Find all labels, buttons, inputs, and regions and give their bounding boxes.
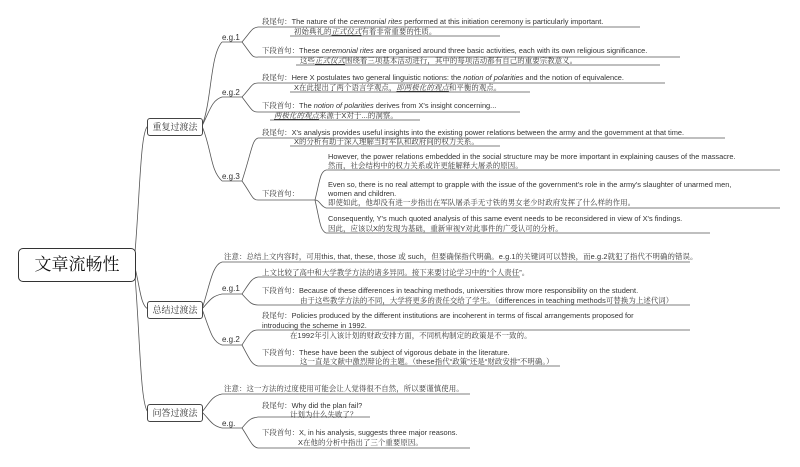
repeat-eg3-option3-translation: 因此，应该以X的发现为基础，重新审视Y对此事件的广受认可的分析。 <box>328 224 563 233</box>
repeat-eg1-end-translation: 初始典礼的正式仪式有着非常重要的性质。 <box>294 27 437 36</box>
summary-eg2-label: e.g.2 <box>222 335 240 344</box>
qa-end-sentence: 段尾句：Why did the plan fail? <box>262 401 363 410</box>
summary-eg1-next-translation: 由于这些教学方法的不同，大学将更多的责任交给了学生。（differences in teaching methods可替换为上述代词） <box>300 296 674 305</box>
qa-end-translation: 计划为什么失败了？ <box>290 410 358 419</box>
category-qa-transition: 问答过渡法 <box>147 404 203 422</box>
repeat-eg3-option2-sentence-line2: women and children. <box>328 189 397 198</box>
repeat-eg2-end-sentence: 段尾句：Here X postulates two general linguistic notions: the notion of polarities and the notion of equivalence. <box>262 73 624 82</box>
repeat-eg2-end-translation: X在此提出了两个语言学观点，即两极化的观点和平衡的观点。 <box>294 83 502 92</box>
repeat-eg1-end-sentence: 段尾句：The nature of the ceremonial rites performed at this initiation ceremony is particularly important. <box>262 17 604 26</box>
qa-next-translation: X在他的分析中指出了三个重要原因。 <box>298 438 423 447</box>
summary-eg2-end-sentence-line1: 段尾句：Policies produced by the different institutions are incoherent in terms of fiscal arrangements proposed for <box>262 311 634 320</box>
summary-eg2-next-translation: 这一直是文献中激烈辩论的主题。（these指代“政策”还是“财政安排”不明确。） <box>300 357 554 366</box>
repeat-eg3-label: e.g.3 <box>222 172 240 181</box>
repeat-eg3-option2-translation: 即使如此，他却没有进一步指出在军队屠杀手无寸铁的男女老少时政府发挥了什么样的作用。 <box>328 198 636 207</box>
repeat-eg1-next-sentence: 下段首句：These ceremonial rites are organised around three basic activities, each with its own religious significance. <box>262 46 648 55</box>
repeat-eg3-option1-sentence: However, the power relations embedded in the social structure may be more important in explaining causes of the massacre. <box>328 152 736 161</box>
summary-eg2-end-translation: 在1992年引入该计划的财政安排方面，不同机构制定的政策是不一致的。 <box>290 331 532 340</box>
summary-eg1-next-sentence: 下段首句：Because of these differences in teaching methods, universities throw more responsibility on the student. <box>262 286 639 295</box>
summary-eg1-intro: 上文比较了高中和大学教学方法的诸多异同。接下来要讨论学习中的“个人责任”。 <box>262 268 530 277</box>
repeat-eg3-end-sentence: 段尾句：X's analysis provides useful insights into the existing power relations between the army and the government at that time. <box>262 128 685 137</box>
repeat-eg3-next-label: 下段首句： <box>262 189 299 198</box>
summary-eg2-end-sentence-line2: introducing the scheme in 1992. <box>262 321 367 330</box>
qa-note: 注意：这一方法的过度使用可能会让人觉得很不自然，所以要谨慎使用。 <box>224 384 464 393</box>
repeat-eg3-option1-translation: 然而，社会结构中的权力关系或许更能解释大屠杀的原因。 <box>328 161 523 170</box>
category-summary-transition: 总结过渡法 <box>147 301 203 319</box>
repeat-eg1-label: e.g.1 <box>222 33 240 42</box>
summary-note: 注意：总结上文内容时，可用this, that, these, those 或 such，但要确保指代明确。e.g.1的关键词可以替换，而e.g.2就犯了指代不明确的错误。 <box>224 252 698 261</box>
summary-eg2-next-sentence: 下段首句：These have been the subject of vigorous debate in the literature. <box>262 348 510 357</box>
category-repeat-transition: 重复过渡法 <box>147 118 203 136</box>
summary-eg1-label: e.g.1 <box>222 284 240 293</box>
repeat-eg2-next-translation: 两极化的观点来源于X对于...的洞察。 <box>274 111 398 120</box>
repeat-eg1-next-translation: 这些正式仪式围绕着三项基本活动进行，其中的每项活动都有自己的重要宗教意义。 <box>300 56 578 65</box>
root-node: 文章流畅性 <box>18 248 136 282</box>
qa-next-sentence: 下段首句：X, in his analysis, suggests three major reasons. <box>262 428 458 437</box>
repeat-eg2-label: e.g.2 <box>222 88 240 97</box>
repeat-eg3-option3-sentence: Consequently, Y's much quoted analysis of this same event needs to be reconsidered in view of X's findings. <box>328 214 683 223</box>
repeat-eg3-end-translation: X的分析有助于深入理解当时军队和政府间的权力关系。 <box>294 137 479 146</box>
qa-eg-label: e.g. <box>222 419 236 428</box>
repeat-eg2-next-sentence: 下段首句：The notion of polarities derives from X's insight concerning... <box>262 101 497 110</box>
repeat-eg3-option2-sentence-line1: Even so, there is no real attempt to grapple with the issue of the government's role in the army's slaughter of unarmed men, <box>328 180 732 189</box>
